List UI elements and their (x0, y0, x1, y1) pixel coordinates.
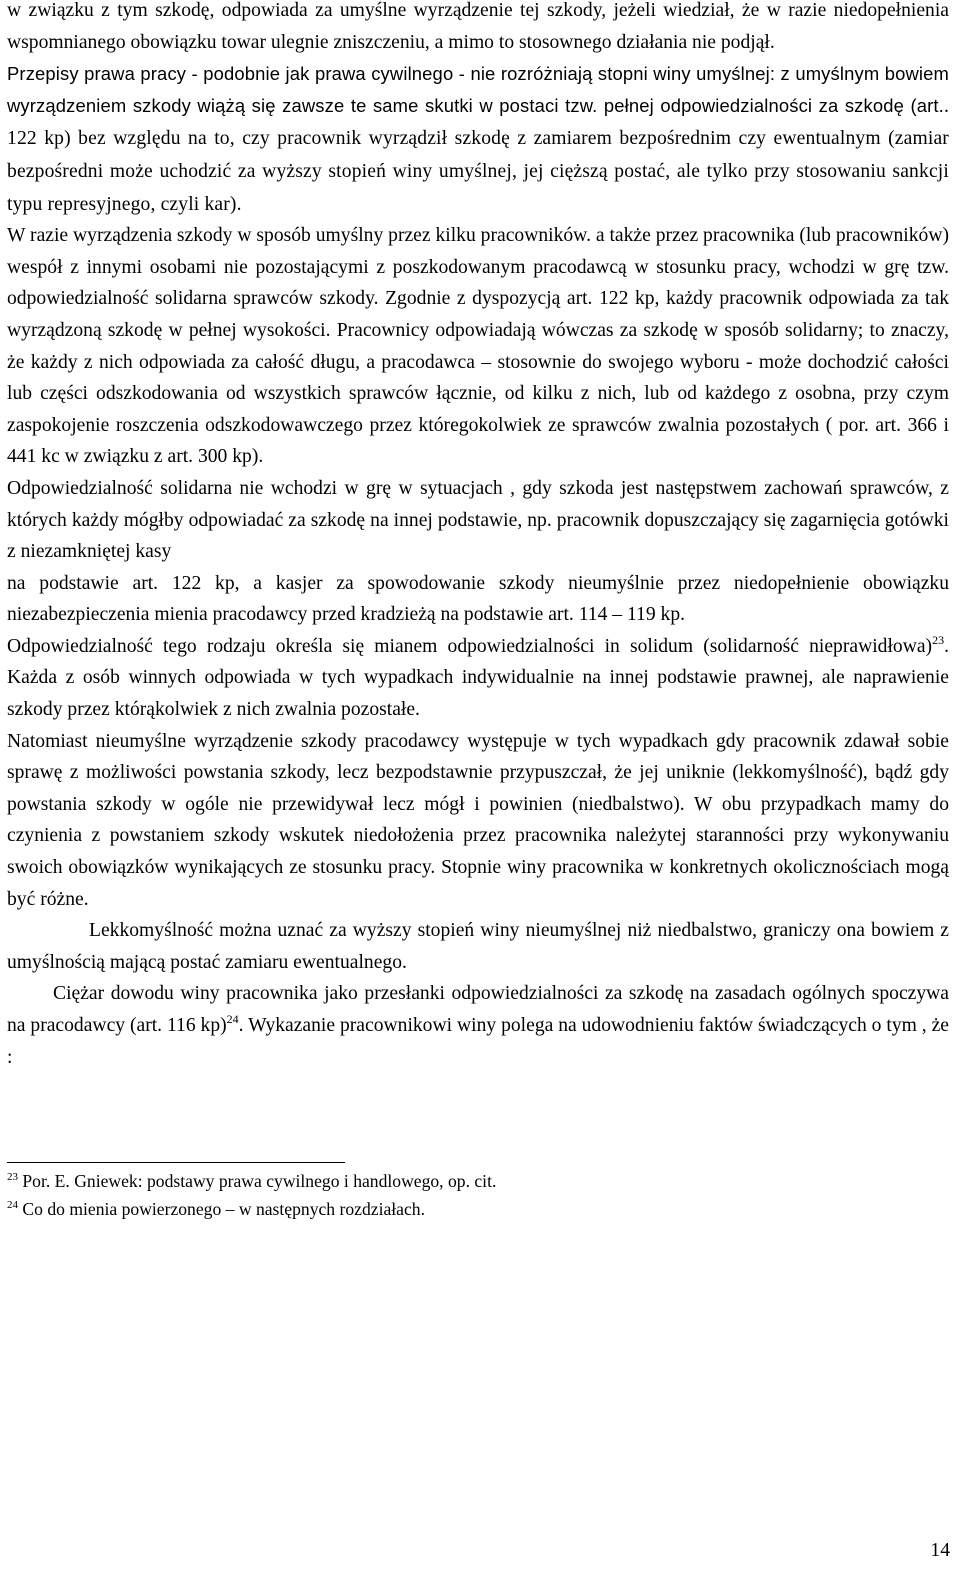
paragraph (7, 568, 949, 631)
footnote (7, 1195, 937, 1223)
paragraph-text: . Wykazanie pracownikowi winy polega na udowodnieniu faktów świadczących o tym , że : (7, 1015, 949, 1068)
paragraph-text: Natomiast nieumyślne wyrządzenie szkody pracodawcy występuje w tych wypadkach gdy pracownik zdawał sobie sprawę z możliwości powstania szkody, lecz bezpodstawnie przypuszczał, że jej uniknie (lekkomyślność), bądź gdy powstania szkody w ogóle nie przewidywał lecz mógł i powinien (niedbalstwo). W obu przypadkach mamy do czynienia z powstaniem szkody wskutek niedołożenia przez pracownika należytej staranności przy wykonywaniu swoich obowiązków wynikających ze stosunku pracy. Stopnie winy pracownika w konkretnych okolicznościach mogą być różne. (7, 730, 949, 910)
paragraph-text: Lekkomyślność można uznać za wyższy stopień winy nieumyślnej niż niedbalstwo, graniczy ona bowiem z umyślnością mającą postać zamiaru ewentualnego. (7, 920, 949, 973)
paragraph (7, 220, 949, 473)
footnote-text: Por. E. Gniewek: podstawy prawa cywilnego i handlowego, op. cit. (18, 1171, 497, 1191)
paragraph (7, 978, 949, 1073)
paragraph-text: w związku z tym szkodę, odpowiada za umyślne wyrządzenie tej szkody, jeżeli wiedział, że w razie niedopełnienia wspomnianego obowiązku towar ulegnie zniszczeniu, a mimo to stosownego działania nie podjął. (7, 0, 949, 53)
paragraph-text: Odpowiedzialność tego rodzaju określa się mianem odpowiedzialności in solidum (solidarność nieprawidłowa) (7, 635, 933, 657)
paragraph-text: W razie wyrządzenia szkody w sposób umyślny przez kilku pracowników (7, 225, 587, 247)
footnote-ref: 24 (226, 1012, 239, 1026)
body-text (7, 0, 949, 1073)
paragraph (7, 915, 949, 978)
paragraph (7, 0, 949, 58)
paragraph (7, 726, 949, 916)
paragraph-text: na podstawie art. 122 kp, a kasjer za spowodowanie szkody nieumyślnie przez niedopełnienie obowiązku niezabezpieczenia mienia pracodawcy przed kradzieżą na podstawie art. 114 – 119 kp. (7, 572, 949, 626)
footnote-text: Co do mienia powierzonego – w następnych rozdziałach. (18, 1199, 425, 1219)
footnote-separator (7, 1162, 345, 1163)
paragraph (7, 58, 949, 220)
footnote-number: 24 (7, 1199, 18, 1211)
footnote-number: 23 (7, 1171, 18, 1183)
paragraph-text: Pracownicy odpowiadają wówczas za szkodę w sposób solidarny; to znaczy, że każdy z nich odpowiada za całość długu, a pracodawca – stosownie do swojego wyboru - może dochodzić całości lub części odszkodowania od wszystkich sprawców łącznie, od kilku z nich, lub od każdego z osobna, przy czym zaspokojenie roszczenia odszkodowawczego przez któregokolwiek ze sprawców zwalnia pozostałych ( por. art. 366 i 441 kc w związku z art. 300 kp). (7, 319, 949, 468)
paragraph-text: Odpowiedzialność solidarna nie wchodzi w grę w sytuacjach , gdy szkoda jest następstwem zachowań sprawców, z których każdy mógłby odpowiadać za szkodę na innej podstawie, np. pracownik dopuszczający się zagarnięcia gotówki z niezamkniętej kasy (7, 477, 949, 563)
paragraph-text: Ciężar dowodu winy pracownika jako przesłanki odpowiedzialności za szkodę na zasadach ogólnych spoczywa na pracodawcy (art. 116 kp) (7, 983, 949, 1036)
paragraph-text: . 122 kp) bez względu na to, czy pracownik wyrządził szkodę z zamiarem bezpośrednim czy ewentualnym (zamiar bezpośredni może uchodzić za wyższy stopień winy umyślnej, jej cięższą postać, ale tylko przy stosowaniu sankcji typu represyjnego, czyli kar). (7, 95, 949, 215)
paragraph (7, 631, 949, 726)
footnotes (7, 1167, 937, 1223)
footnote-ref: 23 (932, 632, 945, 647)
paragraph (7, 473, 949, 568)
footnote (7, 1167, 937, 1195)
page-number: 14 (930, 1540, 950, 1561)
paragraph-text: . a także przez pracownika (lub pracowników) wespół z innymi osobami nie pozostającymi z poszkodowanym pracodawcą w stosunku pracy, wchodzi w grę tzw. odpowiedzialność solidarna sprawców szkody. Zgodnie z dyspozycją art. 122 kp, każdy pracownik odpowiada za tak wyrządzoną szkodę w pełnej wysokości. (7, 225, 950, 341)
paragraph-text: Przepisy prawa pracy - podobnie jak prawa cywilnego - nie rozróżniają stopni winy umyślnej: z umyślnym bowiem wyrządzeniem szkody wiążą się zawsze te same skutki w postaci tzw. pełnej odpowiedzialności za szkodę (art. (7, 63, 949, 116)
paragraph-text: . Każda z osób winnych odpowiada w tych wypadkach indywidualnie na innej podstawie prawnej, ale naprawienie szkody przez którąkolwiek z nich zwalnia pozostałe. (7, 635, 949, 721)
